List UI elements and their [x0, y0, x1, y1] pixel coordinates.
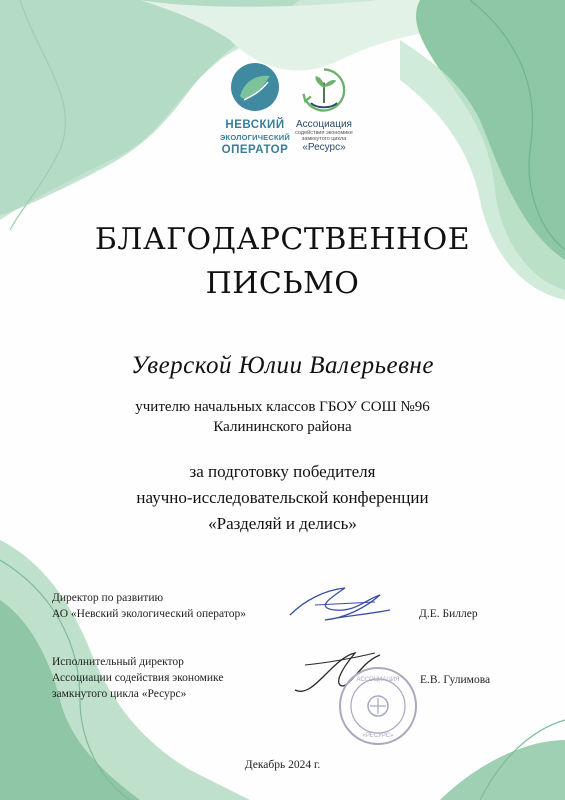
resurs-logo-line4: «Ресурс»	[302, 142, 346, 153]
resurs-logo	[288, 62, 360, 172]
signature-1	[285, 580, 395, 630]
resurs-logo-line2: содействия экономике	[295, 130, 353, 136]
signatory-1-role-line2: АО «Невский экологический оператор»	[52, 608, 246, 620]
nevsky-logo-line2: ЭКОЛОГИЧЕСКИЙ	[220, 133, 290, 142]
resurs-sprout-icon	[296, 62, 352, 118]
signatory-2-role-line1: Исполнительный директор	[52, 656, 184, 668]
recipient-position-line1: учителю начальных классов ГБОУ СОШ №96	[135, 399, 430, 415]
nevsky-leaf-icon	[230, 62, 280, 112]
nevsky-logo-line1: НЕВСКИЙ	[225, 119, 285, 131]
reason-line2: научно-исследовательской конференции	[136, 488, 429, 507]
signatory-2-name: Е.В. Гулимова	[420, 674, 491, 686]
signatory-2-role	[52, 654, 223, 702]
document-date: Декабрь 2024 г.	[244, 759, 321, 771]
recipient-position-line2: Калининского района	[213, 419, 352, 435]
document-title-line1: БЛАГОДАРСТВЕННОЕ	[94, 222, 471, 257]
signatory-2-role-line3: замкнутого цикла «Ресурс»	[52, 688, 187, 700]
recipient-name: Уверской Юлии Валерьевне	[131, 352, 434, 379]
signatory-1-role	[52, 590, 246, 622]
organization-stamp	[337, 665, 419, 747]
resurs-logo-line3: замкнутого цикла	[301, 136, 347, 142]
reason-line1: за подготовку победителя	[189, 462, 376, 481]
reason-line3: «Разделяй и делись»	[208, 514, 357, 533]
nevsky-logo-line3: ОПЕРАТОР	[221, 144, 289, 156]
svg-text:АССОЦИАЦИЯ: АССОЦИАЦИЯ	[356, 677, 400, 683]
resurs-logo-line1: Ассоциация	[296, 119, 352, 130]
signatory-2-role-line2: Ассоциации содействия экономике	[52, 672, 224, 684]
document-title-line2: ПИСЬМО	[205, 266, 360, 301]
nevsky-logo	[215, 62, 295, 172]
signatory-1-role-line1: Директор по развитию	[52, 592, 164, 604]
svg-text:«РЕСУРС»: «РЕСУРС»	[362, 733, 394, 739]
signatory-1-name: Д.Е. Биллер	[419, 608, 478, 620]
